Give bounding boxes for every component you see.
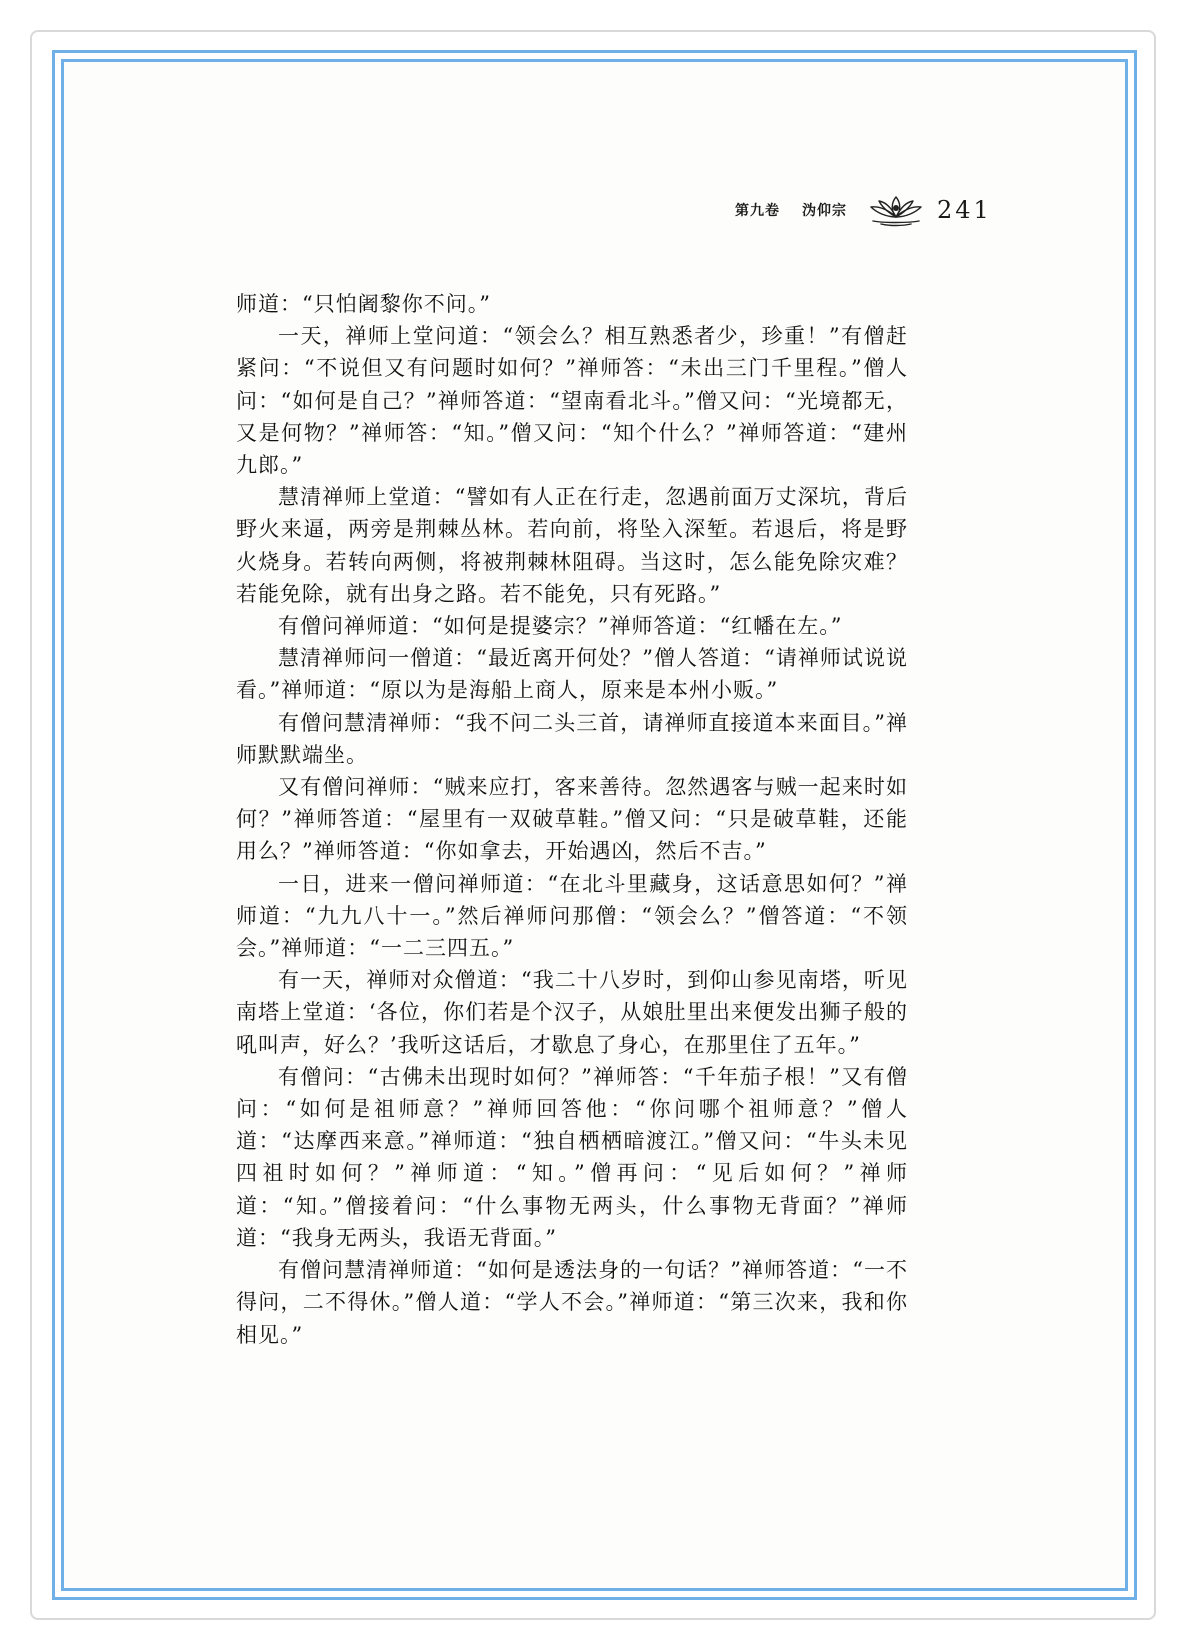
- page-number: 241: [937, 196, 992, 224]
- paragraph: 有僧问：“古佛未出现时如何？”禅师答：“千年茄子根！”又有僧问：“如何是祖师意？”禅师回答他：“你问哪个祖师意？”僧人道：“达摩西来意。”禅师道：“独自栖栖暗渡江。”僧又问：“牛头未见四祖时如何？”禅师道：“知。”僧再问：“见后如何？”禅师道：“知。”僧接着问：“什么事物无两头，什么事物无背面？”禅师道：“我身无两头，我语无背面。”: [236, 1064, 908, 1250]
- paragraph: 一日，进来一僧问禅师道：“在北斗里藏身，这话意思如何？”禅师道：“九九八十一。”然后禅师问那僧：“领会么？”僧答道：“不领会。”禅师道：“一二三四五。”: [236, 871, 908, 961]
- paragraph: 慧清禅师上堂道：“譬如有人正在行走，忽遇前面万丈深坑，背后野火来逼，两旁是荆棘丛林。若向前，将坠入深堑。若退后，将是野火烧身。若转向两侧，将被荆棘林阻碍。当这时，怎么能免除灾难？若能免除，就有出身之路。若不能免，只有死路。”: [236, 485, 908, 606]
- paragraph: 又有僧问禅师：“贼来应打，客来善待。忽然遇客与贼一起来时如何？”禅师答道：“屋里有一双破草鞋。”僧又问：“只是破草鞋，还能用么？”禅师答道：“你如拿去，开始遇凶，然后不吉。”: [236, 775, 908, 864]
- paragraph: 师道：“只怕阇黎你不问。”: [236, 292, 491, 316]
- paragraph: 有一天，禅师对众僧道：“我二十八岁时，到仰山参见南塔，听见南塔上堂道：‘各位，你们若是个汉子，从娘肚里出来便发出狮子般的吼叫声，好么？’我听这话后，才歇息了身心，在那里住了五年。”: [236, 968, 908, 1057]
- paragraph: 一天，禅师上堂问道：“领会么？相互熟悉者少，珍重！”有僧赶紧问：“不说但又有问题时如何？”禅师答：“未出三门千里程。”僧人问：“如何是自己？”禅师答道：“望南看北斗。”僧又问：“光境都无，又是何物？”禅师答：“知。”僧又问：“知个什么？”禅师答道：“建州九郎。”: [236, 324, 908, 478]
- paragraph: 有僧问慧清禅师道：“如何是透法身的一句话？”禅师答道：“一不得问，二不得休。”僧人道：“学人不会。”禅师道：“第三次来，我和你相见。”: [236, 1258, 908, 1347]
- paragraph: 慧清禅师问一僧道：“最近离开何处？”僧人答道：“请禅师试说说看。”禅师道：“原以为是海船上商人，原来是本州小贩。”: [236, 646, 908, 703]
- running-head: [735, 190, 992, 230]
- lotus-icon: [867, 193, 925, 227]
- volume-label: 第九卷: [735, 203, 780, 219]
- body-text: [236, 288, 908, 1351]
- paragraph: 有僧问禅师道：“如何是提婆宗？”禅师答道：“红幡在左。”: [278, 614, 843, 639]
- paragraph: 有僧问慧清禅师：“我不问二头三首，请禅师直接道本来面目。”禅师默默端坐。: [236, 710, 908, 767]
- section-label: 沩仰宗: [802, 203, 847, 219]
